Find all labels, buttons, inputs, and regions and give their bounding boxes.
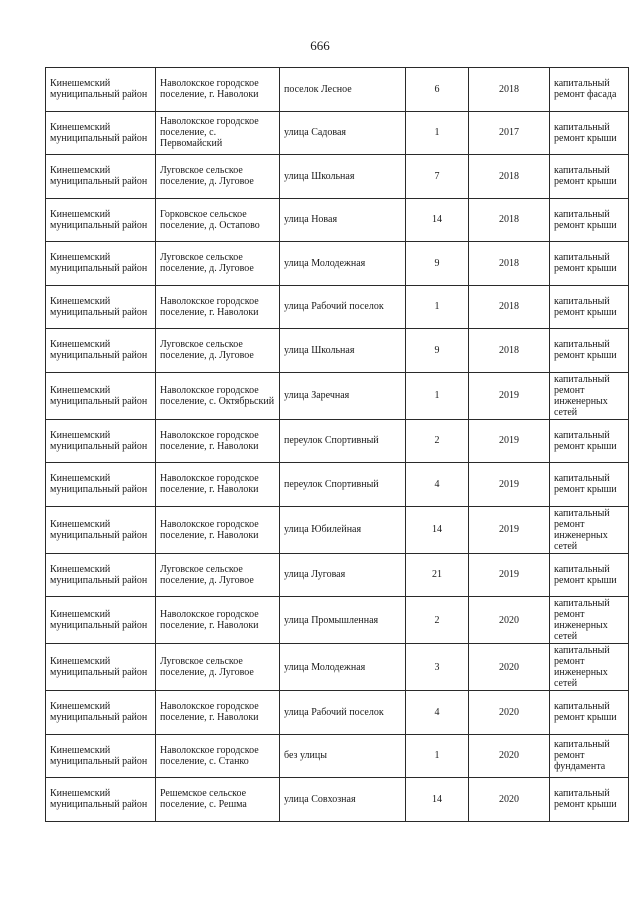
street-cell: переулок Спортивный xyxy=(280,419,406,463)
year-cell: 2018 xyxy=(469,285,550,329)
work-type-cell: капитальный ремонт фундамента xyxy=(550,734,629,778)
year-cell: 2019 xyxy=(469,419,550,463)
house-number-cell: 14 xyxy=(406,198,469,242)
settlement-cell: Наволокское городское поселение, г. Наволоки xyxy=(156,68,280,112)
house-number-cell: 2 xyxy=(406,419,469,463)
district-cell: Кинешемский муниципальный район xyxy=(46,463,156,507)
year-cell: 2020 xyxy=(469,691,550,735)
year-cell: 2018 xyxy=(469,329,550,373)
work-type-cell: капитальный ремонт крыши xyxy=(550,198,629,242)
work-type-cell: капитальный ремонт крыши xyxy=(550,155,629,199)
settlement-cell: Луговское сельское поселение, д. Луговое xyxy=(156,242,280,286)
district-cell: Кинешемский муниципальный район xyxy=(46,68,156,112)
table-row xyxy=(46,506,629,553)
district-cell: Кинешемский муниципальный район xyxy=(46,597,156,644)
table-row xyxy=(46,68,629,112)
house-number-cell: 7 xyxy=(406,155,469,199)
settlement-cell: Решемское сельское поселение, с. Решма xyxy=(156,778,280,822)
table-row xyxy=(46,242,629,286)
table-row xyxy=(46,419,629,463)
district-cell: Кинешемский муниципальный район xyxy=(46,734,156,778)
year-cell: 2020 xyxy=(469,644,550,691)
settlement-cell: Луговское сельское поселение, д. Луговое xyxy=(156,644,280,691)
district-cell: Кинешемский муниципальный район xyxy=(46,506,156,553)
settlement-cell: Луговское сельское поселение, д. Луговое xyxy=(156,329,280,373)
settlement-cell: Наволокское городское поселение, г. Наволоки xyxy=(156,691,280,735)
table-row xyxy=(46,778,629,822)
house-number-cell: 9 xyxy=(406,242,469,286)
settlement-cell: Луговское сельское поселение, д. Луговое xyxy=(156,553,280,597)
page-number: 666 xyxy=(310,38,330,53)
settlement-cell: Наволокское городское поселение, г. Наволоки xyxy=(156,506,280,553)
settlement-cell: Луговское сельское поселение, д. Луговое xyxy=(156,155,280,199)
work-type-cell: капитальный ремонт крыши xyxy=(550,242,629,286)
year-cell: 2019 xyxy=(469,553,550,597)
street-cell: улица Молодежная xyxy=(280,644,406,691)
table-row xyxy=(46,597,629,644)
table-row xyxy=(46,553,629,597)
year-cell: 2020 xyxy=(469,597,550,644)
housing-repair-table xyxy=(45,67,629,822)
district-cell: Кинешемский муниципальный район xyxy=(46,329,156,373)
table-row xyxy=(46,285,629,329)
year-cell: 2018 xyxy=(469,242,550,286)
table-row xyxy=(46,372,629,419)
street-cell: поселок Лесное xyxy=(280,68,406,112)
work-type-cell: капитальный ремонт крыши xyxy=(550,553,629,597)
district-cell: Кинешемский муниципальный район xyxy=(46,644,156,691)
street-cell: улица Садовая xyxy=(280,111,406,155)
work-type-cell: капитальный ремонт инженерных сетей xyxy=(550,506,629,553)
house-number-cell: 14 xyxy=(406,778,469,822)
work-type-cell: капитальный ремонт инженерных сетей xyxy=(550,597,629,644)
work-type-cell: капитальный ремонт инженерных сетей xyxy=(550,644,629,691)
settlement-cell: Наволокское городское поселение, г. Наволоки xyxy=(156,597,280,644)
work-type-cell: капитальный ремонт крыши xyxy=(550,691,629,735)
work-type-cell: капитальный ремонт крыши xyxy=(550,285,629,329)
house-number-cell: 3 xyxy=(406,644,469,691)
table-row xyxy=(46,734,629,778)
street-cell: улица Школьная xyxy=(280,329,406,373)
street-cell: улица Юбилейная xyxy=(280,506,406,553)
year-cell: 2018 xyxy=(469,68,550,112)
settlement-cell: Наволокское городское поселение, г. Наволоки xyxy=(156,463,280,507)
house-number-cell: 9 xyxy=(406,329,469,373)
house-number-cell: 6 xyxy=(406,68,469,112)
district-cell: Кинешемский муниципальный район xyxy=(46,778,156,822)
year-cell: 2019 xyxy=(469,463,550,507)
street-cell: улица Луговая xyxy=(280,553,406,597)
house-number-cell: 4 xyxy=(406,691,469,735)
street-cell: улица Заречная xyxy=(280,372,406,419)
year-cell: 2019 xyxy=(469,506,550,553)
table-row xyxy=(46,329,629,373)
district-cell: Кинешемский муниципальный район xyxy=(46,372,156,419)
table-row xyxy=(46,691,629,735)
district-cell: Кинешемский муниципальный район xyxy=(46,155,156,199)
work-type-cell: капитальный ремонт крыши xyxy=(550,111,629,155)
street-cell: улица Промышленная xyxy=(280,597,406,644)
table-row xyxy=(46,644,629,691)
house-number-cell: 21 xyxy=(406,553,469,597)
work-type-cell: капитальный ремонт крыши xyxy=(550,419,629,463)
house-number-cell: 4 xyxy=(406,463,469,507)
work-type-cell: капитальный ремонт крыши xyxy=(550,778,629,822)
settlement-cell: Наволокское городское поселение, г. Наволоки xyxy=(156,285,280,329)
street-cell: переулок Спортивный xyxy=(280,463,406,507)
house-number-cell: 1 xyxy=(406,372,469,419)
street-cell: улица Рабочий поселок xyxy=(280,285,406,329)
house-number-cell: 1 xyxy=(406,734,469,778)
district-cell: Кинешемский муниципальный район xyxy=(46,285,156,329)
year-cell: 2020 xyxy=(469,778,550,822)
street-cell: без улицы xyxy=(280,734,406,778)
settlement-cell: Горковское сельское поселение, д. Остапово xyxy=(156,198,280,242)
settlement-cell: Наволокское городское поселение, с. Станко xyxy=(156,734,280,778)
work-type-cell: капитальный ремонт крыши xyxy=(550,329,629,373)
table-row xyxy=(46,463,629,507)
district-cell: Кинешемский муниципальный район xyxy=(46,242,156,286)
district-cell: Кинешемский муниципальный район xyxy=(46,111,156,155)
settlement-cell: Наволокское городское поселение, с. Первомайский xyxy=(156,111,280,155)
district-cell: Кинешемский муниципальный район xyxy=(46,198,156,242)
street-cell: улица Рабочий поселок xyxy=(280,691,406,735)
settlement-cell: Наволокское городское поселение, с. Октябрьский xyxy=(156,372,280,419)
year-cell: 2020 xyxy=(469,734,550,778)
street-cell: улица Новая xyxy=(280,198,406,242)
street-cell: улица Совхозная xyxy=(280,778,406,822)
year-cell: 2017 xyxy=(469,111,550,155)
district-cell: Кинешемский муниципальный район xyxy=(46,553,156,597)
street-cell: улица Молодежная xyxy=(280,242,406,286)
year-cell: 2018 xyxy=(469,198,550,242)
house-number-cell: 1 xyxy=(406,111,469,155)
district-cell: Кинешемский муниципальный район xyxy=(46,419,156,463)
year-cell: 2018 xyxy=(469,155,550,199)
work-type-cell: капитальный ремонт фасада xyxy=(550,68,629,112)
table-body xyxy=(46,68,629,822)
street-cell: улица Школьная xyxy=(280,155,406,199)
year-cell: 2019 xyxy=(469,372,550,419)
work-type-cell: капитальный ремонт крыши xyxy=(550,463,629,507)
work-type-cell: капитальный ремонт инженерных сетей xyxy=(550,372,629,419)
district-cell: Кинешемский муниципальный район xyxy=(46,691,156,735)
house-number-cell: 14 xyxy=(406,506,469,553)
table-row xyxy=(46,111,629,155)
house-number-cell: 1 xyxy=(406,285,469,329)
table-row xyxy=(46,198,629,242)
settlement-cell: Наволокское городское поселение, г. Наволоки xyxy=(156,419,280,463)
table-row xyxy=(46,155,629,199)
house-number-cell: 2 xyxy=(406,597,469,644)
